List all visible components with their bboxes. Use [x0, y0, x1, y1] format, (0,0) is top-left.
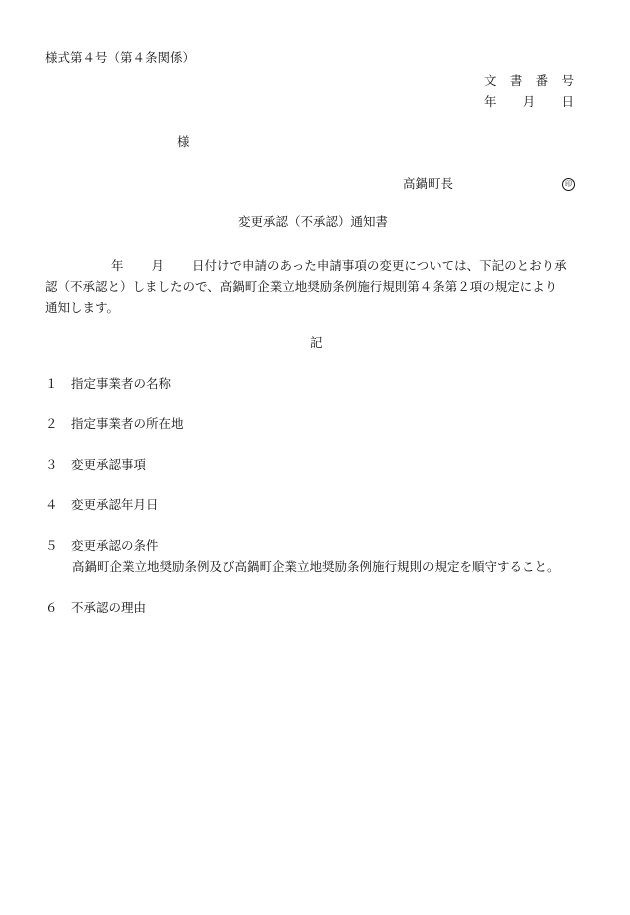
item-label: 不承認の理由	[71, 600, 147, 615]
item-label: 指定事業者の名称	[71, 376, 172, 391]
item-label: 指定事業者の所在地	[71, 416, 184, 431]
date-line	[484, 96, 574, 109]
doc-number-char: 書	[509, 73, 523, 88]
date-day: 日	[561, 94, 574, 109]
date-month: 月	[522, 94, 536, 109]
doc-number-char: 号	[561, 73, 574, 88]
item-number: ３	[45, 457, 58, 472]
seal-icon: 印	[562, 178, 575, 191]
list-item	[45, 418, 184, 431]
body-month: 月	[151, 258, 165, 273]
body-line-2: 認（不承認と）しましたので、高鍋町企業立地奨励条例施行規則第４条第２項の規定により	[45, 279, 558, 294]
document-number-line	[484, 75, 574, 88]
item-number: ５	[45, 538, 58, 553]
list-item	[45, 540, 159, 553]
doc-number-char: 番	[535, 73, 549, 88]
doc-number-char: 文	[484, 73, 497, 88]
list-item	[45, 499, 159, 512]
date-year: 年	[484, 94, 497, 109]
item-number: ２	[45, 416, 58, 431]
item-number: ４	[45, 497, 58, 512]
body-year: 年	[111, 258, 124, 273]
item-number: ６	[45, 600, 58, 615]
ki-heading: 記	[310, 335, 323, 350]
sender-name: 高鍋町長	[403, 176, 454, 191]
list-item	[45, 602, 146, 615]
list-item	[45, 378, 171, 391]
body-line-3: 通知します。	[45, 300, 120, 315]
item-label: 変更承認年月日	[71, 497, 159, 512]
body-line-1-text: 日付けで申請のあった申請事項の変更については、下記のとおり承	[192, 258, 567, 273]
document-title: 変更承認（不承認）通知書	[238, 214, 389, 229]
body-paragraph	[45, 255, 585, 318]
body-line-1	[45, 255, 585, 276]
recipient-honorific: 様	[177, 134, 190, 149]
item-number: １	[45, 376, 58, 391]
item-label: 変更承認の条件	[71, 538, 159, 553]
item-label: 変更承認事項	[71, 457, 147, 472]
item-detail: 高鍋町企業立地奨励条例及び高鍋町企業立地奨励条例施行規則の規定を順守すること。	[72, 559, 560, 574]
form-number: 様式第４号（第４条関係）	[45, 50, 196, 65]
sender-line	[403, 178, 575, 191]
list-item	[45, 459, 146, 472]
